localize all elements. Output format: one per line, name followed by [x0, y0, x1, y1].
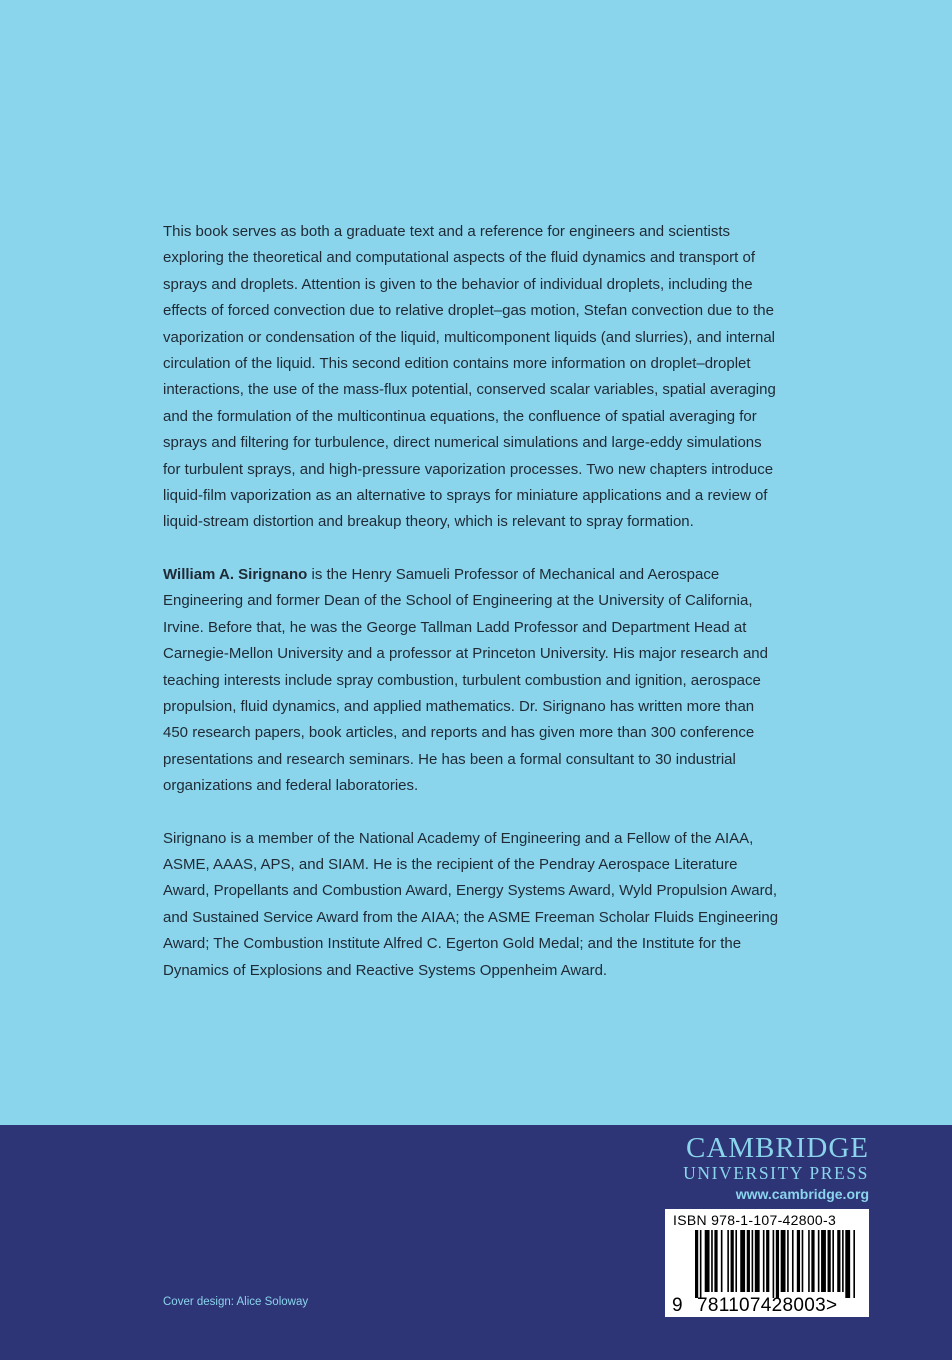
barcode-bar	[845, 1230, 850, 1298]
publisher-subtitle: UNIVERSITY PRESS	[683, 1163, 869, 1183]
barcode-box	[665, 1209, 869, 1317]
barcode-bar	[731, 1230, 734, 1292]
barcode-end-mark: >	[826, 1295, 838, 1316]
barcode-bars	[695, 1230, 855, 1298]
barcode-lead-digit: 9	[672, 1295, 683, 1316]
barcode-bar	[755, 1230, 760, 1292]
barcode-bar	[797, 1230, 800, 1292]
barcode-bar	[752, 1230, 754, 1292]
barcode-bar	[714, 1230, 717, 1292]
barcode-bar	[808, 1230, 810, 1292]
barcode-bar	[763, 1230, 765, 1292]
barcode-bar	[773, 1230, 775, 1298]
barcode-bar	[747, 1230, 750, 1292]
barcode-bar	[776, 1230, 779, 1298]
publisher-block	[683, 1133, 869, 1205]
publisher-name: CAMBRIDGE	[685, 1132, 869, 1164]
isbn-label: ISBN 978-1-107-42800-3	[673, 1212, 837, 1228]
barcode-bar	[727, 1230, 729, 1292]
barcode-digits	[697, 1295, 837, 1317]
barcode-bar	[705, 1230, 710, 1292]
barcode-bar	[735, 1230, 737, 1292]
cover-text	[163, 219, 783, 1010]
barcode-bar	[740, 1230, 745, 1292]
barcode-bar	[766, 1230, 769, 1292]
author-awards: Sirignano is a member of the National Academy of Engineering and a Fellow of the AIAA, ASME, AAAS, APS, and SIAM. He is the recipient of the Pendray Aerospace Literature Award, Propellants and Combustion Award, Energy Systems Award, Wyld Propulsion Award, and Sustained Service Award from the AIAA; the ASME Freeman Scholar Fluids Engineering Award; The Combustion Institute Alfred C. Egerton Gold Medal; and the Institute for the Dynamics of Explosions and Reactive Systems Oppenheim Award.	[163, 829, 779, 979]
barcode-bar	[721, 1230, 723, 1292]
barcode-bar	[781, 1230, 786, 1292]
barcode-bar	[853, 1230, 855, 1298]
barcode-bar	[818, 1230, 820, 1292]
cover-credit: Cover design: Alice Soloway	[163, 1296, 309, 1308]
barcode-bar	[821, 1230, 826, 1292]
author-name: William A. Sirignano	[163, 565, 308, 583]
barcode-bar	[828, 1230, 831, 1292]
barcode-bar	[837, 1230, 840, 1292]
barcode-bar	[711, 1230, 713, 1292]
barcode-digit-string: 781107428003	[697, 1295, 826, 1316]
book-description: This book serves as both a graduate text and a reference for engineers and scientists exploring the theoretical and computational aspects of the fluid dynamics and transport of sprays and droplets. Attention is given to the behavior of individual droplets, including the effects of forced convection due to relative droplet–gas motion, Stefan convection due to the vaporization or condensation of the liquid, multicomponent liquids (and slurries), and internal circulation of the liquid. This second edition contains more information on droplet–droplet interactions, the use of the mass-flux potential, conserved scalar variables, spatial averaging and the formulation of the multicontinua equations, the confluence of spatial averaging for sprays and filtering for turbulence, direct numerical simulations and large-eddy simulations for turbulent sprays, and high-pressure vaporization processes. Two new chapters introduce liquid-film vaporization as an alternative to sprays for miniature applications and a review of liquid-stream distortion and breakup theory, which is relevant to spray formation.	[163, 223, 776, 531]
author-bio-text: is the Henry Samueli Professor of Mechanical and Aerospace Engineering and former Dean of the School of Engineering at the University of California, Irvine. Before that, he was the George Tallman Ladd Professor and Department Head at Carnegie-Mellon University and a professor at Princeton University. His major research and teaching interests include spray combustion, turbulent combustion and ignition, aerospace propulsion, fluid dynamics, and applied mathematics. Dr. Sirignano has written more than 450 research papers, book articles, and reports and has given more than 300 conference presentations and research seminars. He has been a formal consultant to 30 industrial organizations and federal laboratories.	[163, 565, 768, 795]
barcode-bar	[792, 1230, 794, 1292]
barcode-bar	[802, 1230, 804, 1292]
barcode-bar	[695, 1230, 698, 1298]
publisher-url: www.cambridge.org	[735, 1186, 869, 1202]
barcode-bar	[700, 1230, 702, 1298]
author-bio	[163, 562, 783, 800]
barcode-bar	[842, 1230, 844, 1292]
barcode-bar	[787, 1230, 789, 1292]
barcode-bar	[832, 1230, 834, 1292]
barcode-bar	[811, 1230, 814, 1292]
